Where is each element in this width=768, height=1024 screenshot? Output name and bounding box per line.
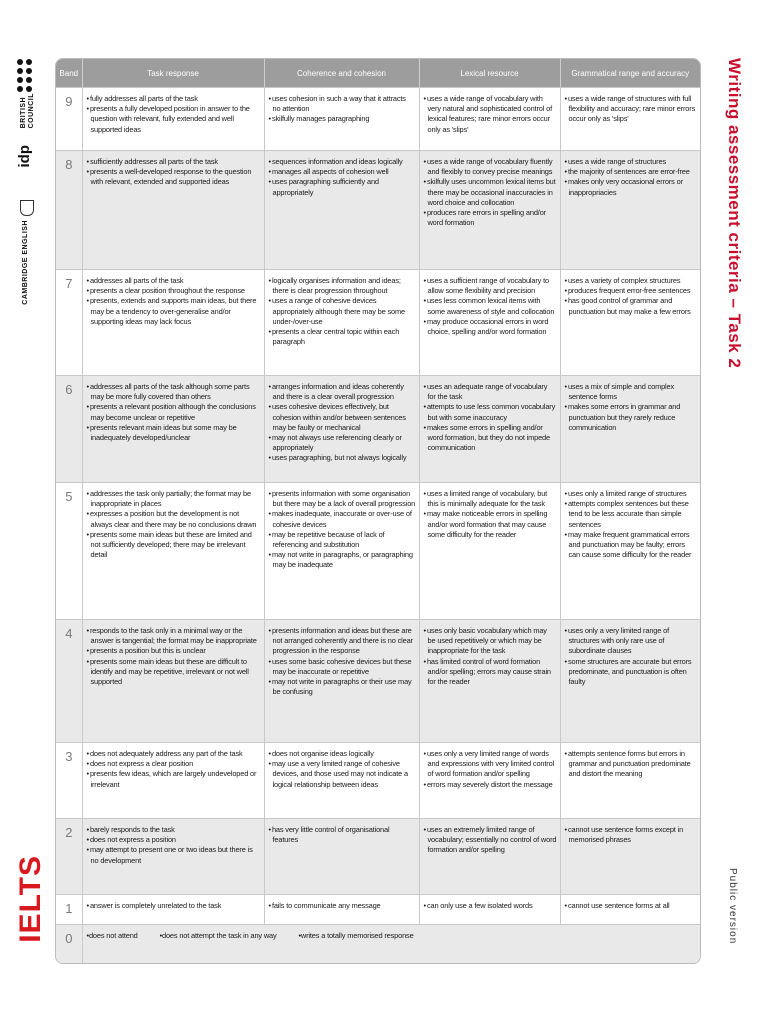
list-item: • presents a clear central topic within each paragraph xyxy=(269,327,416,347)
list-item: • responds to the task only in a minimal way or the answer is tangential; the format may be inappropriate xyxy=(87,626,261,646)
list-item: • makes some errors in spelling and/or word formation, but they do not impede communication xyxy=(424,423,557,454)
band-number: 3 xyxy=(56,743,82,819)
list-item: • presents some main ideas but these are difficult to identify and may be repetitive, irrelevant or not well supported xyxy=(87,657,261,688)
list-item: • barely responds to the task xyxy=(87,825,261,835)
grammar-cell xyxy=(560,88,700,151)
band-zero-item-text: does not attempt the task in any way xyxy=(162,931,277,940)
list-item: • makes some errors in grammar and punctuation but they rarely reduce communication xyxy=(565,402,698,433)
task-response-cell xyxy=(82,819,264,895)
list-item: • uses a sufficient range of vocabulary to allow some flexibility and precision xyxy=(424,276,557,296)
british-council-dots-icon xyxy=(17,59,42,92)
list-item: • presents a relevant position although the conclusions may become unclear or repetitive xyxy=(87,402,261,422)
cambridge-shield-icon xyxy=(20,200,34,216)
list-item: • attempts complex sentences but these tend to be less accurate than simple sentences xyxy=(565,499,698,530)
list-item: • uses only basic vocabulary which may be used repetitively or which may be inappropriate for the task xyxy=(424,626,557,657)
list-item: • logically organises information and ideas; there is clear progression throughout xyxy=(269,276,416,296)
table-row xyxy=(56,620,700,743)
header-lexical: Lexical resource xyxy=(419,59,560,88)
list-item: • addresses all parts of the task although some parts may be more fully covered than others xyxy=(87,382,261,402)
band-number: 5 xyxy=(56,483,82,620)
list-item: • presents information and ideas but these are not arranged coherently and there is no clear progression in the response xyxy=(269,626,416,657)
task-response-cell xyxy=(82,895,264,925)
lexical-cell xyxy=(419,376,560,483)
band-zero-item-text: does not attend xyxy=(88,931,138,940)
table-header xyxy=(56,59,700,88)
list-item: • addresses all parts of the task xyxy=(87,276,261,286)
list-item: • makes only very occasional errors or inappropriacies xyxy=(565,177,698,197)
band-number: 6 xyxy=(56,376,82,483)
list-item: • may not write in paragraphs or their use may be confusing xyxy=(269,677,416,697)
list-item: • uses only a limited range of structures xyxy=(565,489,698,499)
list-item: •does not attend xyxy=(86,931,138,940)
list-item: • sufficiently addresses all parts of the task xyxy=(87,157,261,167)
list-item: • uses a limited range of vocabulary, but this is minimally adequate for the task xyxy=(424,489,557,509)
task-response-cell xyxy=(82,483,264,620)
list-item: • may make noticeable errors in spelling and/or word formation that may cause some difficulty for the reader xyxy=(424,509,557,540)
list-item: • uses paragraphing sufficiently and appropriately xyxy=(269,177,416,197)
coherence-cell xyxy=(264,376,419,483)
band-zero-item-text: writes a totally memorised response xyxy=(300,931,414,940)
grammar-cell xyxy=(560,620,700,743)
list-item: • uses only a very limited range of words and expressions with very limited control of word formation and/or spelling xyxy=(424,749,557,780)
table-row xyxy=(56,151,700,270)
lexical-cell xyxy=(419,151,560,270)
list-item: • presents a clear position throughout the response xyxy=(87,286,261,296)
list-item: • uses some basic cohesive devices but these may be inaccurate or repetitive xyxy=(269,657,416,677)
list-item: • the majority of sentences are error-free xyxy=(565,167,698,177)
list-item: • uses a wide range of structures xyxy=(565,157,698,167)
list-item: • produces rare errors in spelling and/or word formation xyxy=(424,208,557,228)
header-coherence: Coherence and cohesion xyxy=(264,59,419,88)
task-response-cell xyxy=(82,743,264,819)
list-item: • may not always use referencing clearly or appropriately xyxy=(269,433,416,453)
list-item: • may not write in paragraphs, or paragraphing may be inadequate xyxy=(269,550,416,570)
list-item: • can only use a few isolated words xyxy=(424,901,557,911)
list-item: • skilfully uses uncommon lexical items but there may be occasional inaccuracies in word choice and collocation xyxy=(424,177,557,208)
list-item: • does not express a clear position xyxy=(87,759,261,769)
list-item: • uses cohesion in such a way that it attracts no attention xyxy=(269,94,416,114)
list-item: • answer is completely unrelated to the task xyxy=(87,901,261,911)
band-number: 0 xyxy=(56,925,82,963)
list-item: • presents relevant main ideas but some may be inadequately developed/unclear xyxy=(87,423,261,443)
grammar-cell xyxy=(560,483,700,620)
header-band: Band xyxy=(56,59,82,88)
list-item: • uses cohesive devices effectively, but cohesion within and/or between sentences may be faulty or mechanical xyxy=(269,402,416,433)
list-item: • presents a position but this is unclear xyxy=(87,646,261,656)
cambridge-wordmark: CAMBRIDGE ENGLISH xyxy=(22,220,29,305)
lexical-cell xyxy=(419,88,560,151)
list-item: • uses a mix of simple and complex sentence forms xyxy=(565,382,698,402)
band-number: 2 xyxy=(56,819,82,895)
idp-logo: idp xyxy=(16,145,33,168)
list-item: • uses an extremely limited range of vocabulary; essentially no control of word formation and/or spelling xyxy=(424,825,557,856)
table-row xyxy=(56,483,700,620)
band-number: 9 xyxy=(56,88,82,151)
list-item: • presents information with some organisation but there may be a lack of overall progression xyxy=(269,489,416,509)
list-item: • has very little control of organisational features xyxy=(269,825,416,845)
list-item: • uses less common lexical items with some awareness of style and collocation xyxy=(424,296,557,316)
task-response-cell xyxy=(82,270,264,376)
list-item: •does not attempt the task in any way xyxy=(159,931,277,940)
band-number: 8 xyxy=(56,151,82,270)
list-item: • uses only a very limited range of structures with only rare use of subordinate clauses xyxy=(565,626,698,657)
list-item: • arranges information and ideas coherently and there is a clear overall progression xyxy=(269,382,416,402)
lexical-cell xyxy=(419,483,560,620)
ielts-logo: IELTS xyxy=(14,855,47,943)
list-item: • addresses the task only partially; the format may be inappropriate in places xyxy=(87,489,261,509)
list-item: • has good control of grammar and punctuation but may make a few errors xyxy=(565,296,698,316)
band-number: 7 xyxy=(56,270,82,376)
list-item: • fails to communicate any message xyxy=(269,901,416,911)
table-row xyxy=(56,376,700,483)
task-response-cell xyxy=(82,620,264,743)
page-subtitle: Public version xyxy=(727,868,738,945)
list-item: • presents few ideas, which are largely undeveloped or irrelevant xyxy=(87,769,261,789)
task-response-cell xyxy=(82,151,264,270)
list-item: • has limited control of word formation and/or spelling; errors may cause strain for the reader xyxy=(424,657,557,688)
coherence-cell xyxy=(264,151,419,270)
table-row xyxy=(56,819,700,895)
coherence-cell xyxy=(264,895,419,925)
coherence-cell xyxy=(264,620,419,743)
list-item: • presents, extends and supports main ideas, but there may be a tendency to over-generalise and/or supporting ideas may lack focus xyxy=(87,296,261,327)
list-item: •writes a totally memorised response xyxy=(298,931,414,940)
logo-strip xyxy=(8,55,50,965)
header-task-response: Task response xyxy=(82,59,264,88)
list-item: • uses a range of cohesive devices appropriately although there may be some under-/over-use xyxy=(269,296,416,327)
list-item: • sequences information and ideas logically xyxy=(269,157,416,167)
list-item: • attempts to use less common vocabulary but with some inaccuracy xyxy=(424,402,557,422)
grammar-cell xyxy=(560,895,700,925)
table-row xyxy=(56,743,700,819)
list-item: • makes inadequate, inaccurate or over-use of cohesive devices xyxy=(269,509,416,529)
list-item: • cannot use sentence forms except in memorised phrases xyxy=(565,825,698,845)
list-item: • fully addresses all parts of the task xyxy=(87,94,261,104)
lexical-cell xyxy=(419,895,560,925)
band-zero-items xyxy=(87,931,698,941)
list-item: • manages all aspects of cohesion well xyxy=(269,167,416,177)
table-row xyxy=(56,895,700,925)
list-item: • presents a fully developed position in answer to the question with relevant, fully extended and well supported ideas xyxy=(87,104,261,135)
grammar-cell xyxy=(560,376,700,483)
grammar-cell xyxy=(560,270,700,376)
lexical-cell xyxy=(419,819,560,895)
list-item: • may make frequent grammatical errors and punctuation may be faulty; errors can cause some difficulty for the reader xyxy=(565,530,698,561)
lexical-cell xyxy=(419,620,560,743)
list-item: • some structures are accurate but errors predominate, and punctuation is often faulty xyxy=(565,657,698,688)
british-council-wordmark: BRITISH COUNCIL xyxy=(20,93,35,129)
list-item: • uses paragraphing, but not always logically xyxy=(269,453,416,463)
coherence-cell xyxy=(264,88,419,151)
list-item: • skilfully manages paragraphing xyxy=(269,114,416,124)
list-item: • uses a wide range of vocabulary with very natural and sophisticated control of lexical features; rare minor errors occur only as 'slips' xyxy=(424,94,557,135)
list-item: • uses a wide range of vocabulary fluently and flexibly to convey precise meanings xyxy=(424,157,557,177)
criteria-table xyxy=(55,58,701,964)
list-item: • produces frequent error-free sentences xyxy=(565,286,698,296)
list-item: • may attempt to present one or two ideas but there is no development xyxy=(87,845,261,865)
grammar-cell xyxy=(560,819,700,895)
list-item: • does not adequately address any part of the task xyxy=(87,749,261,759)
list-item: • may produce occasional errors in word choice, spelling and/or word formation xyxy=(424,317,557,337)
task-response-cell xyxy=(82,88,264,151)
list-item: • uses an adequate range of vocabulary for the task xyxy=(424,382,557,402)
table-row xyxy=(56,925,700,963)
list-item: • may be repetitive because of lack of referencing and substitution xyxy=(269,530,416,550)
table-row xyxy=(56,88,700,151)
list-item: • expresses a position but the development is not always clear and there may be no conclusions drawn xyxy=(87,509,261,529)
list-item: • does not express a position xyxy=(87,835,261,845)
coherence-cell xyxy=(264,819,419,895)
band-zero-cell xyxy=(82,925,700,963)
list-item: • presents a well-developed response to the question with relevant, extended and supported ideas xyxy=(87,167,261,187)
list-item: • errors may severely distort the message xyxy=(424,780,557,790)
british-council-logo xyxy=(12,59,42,129)
list-item: • uses a wide range of structures with full flexibility and accuracy; rare minor errors occur only as 'slips' xyxy=(565,94,698,125)
list-item: • presents some main ideas but these are limited and not sufficiently developed; there may be irrelevant detail xyxy=(87,530,261,561)
list-item: • uses a variety of complex structures xyxy=(565,276,698,286)
table-row xyxy=(56,270,700,376)
header-grammar: Grammatical range and accuracy xyxy=(560,59,700,88)
coherence-cell xyxy=(264,483,419,620)
list-item: • attempts sentence forms but errors in grammar and punctuation predominate and distort the meaning xyxy=(565,749,698,780)
grammar-cell xyxy=(560,151,700,270)
page-title: Writing assessment criteria – Task 2 xyxy=(725,58,744,369)
coherence-cell xyxy=(264,743,419,819)
lexical-cell xyxy=(419,743,560,819)
list-item: • may use a very limited range of cohesive devices, and those used may not indicate a logical relationship between ideas xyxy=(269,759,416,790)
list-item: • does not organise ideas logically xyxy=(269,749,416,759)
task-response-cell xyxy=(82,376,264,483)
grammar-cell xyxy=(560,743,700,819)
band-number: 4 xyxy=(56,620,82,743)
list-item: • cannot use sentence forms at all xyxy=(565,901,698,911)
band-number: 1 xyxy=(56,895,82,925)
cambridge-logo xyxy=(16,200,40,380)
lexical-cell xyxy=(419,270,560,376)
coherence-cell xyxy=(264,270,419,376)
